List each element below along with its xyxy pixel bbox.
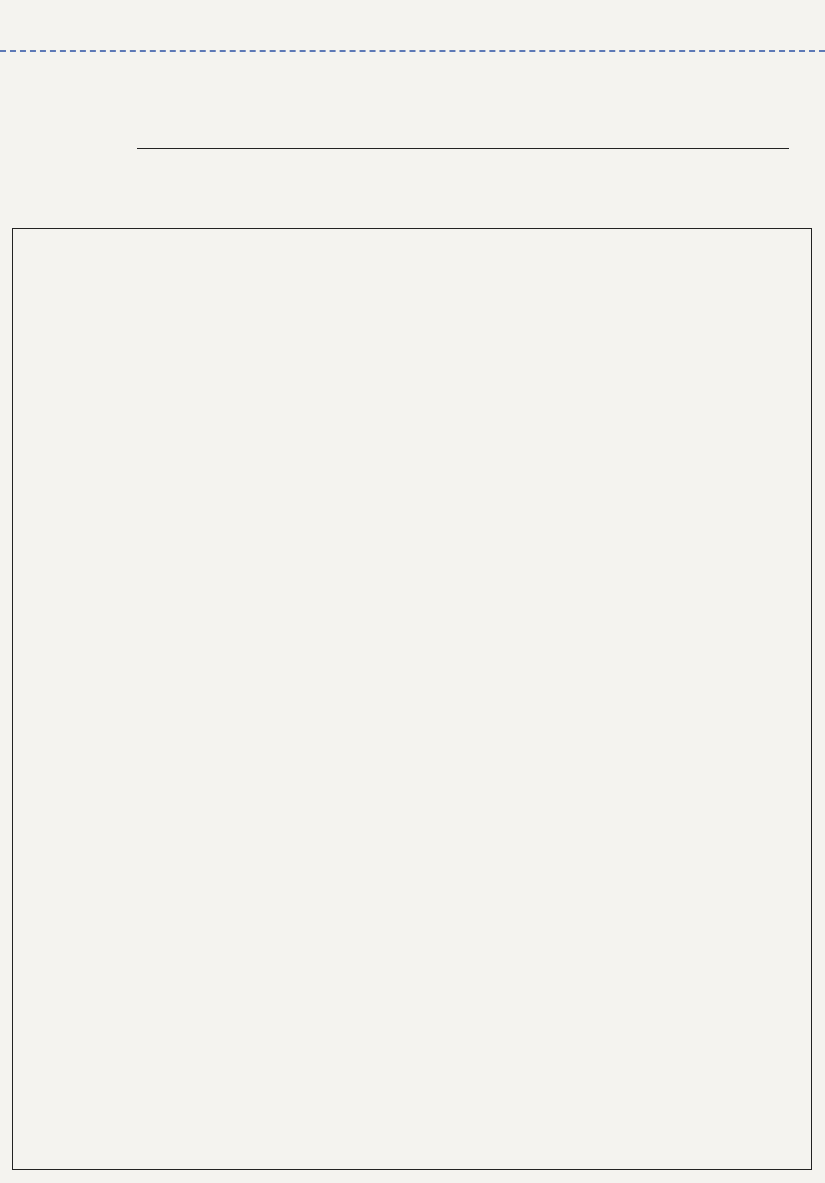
dashed-divider bbox=[0, 50, 825, 52]
questions-table bbox=[12, 228, 812, 1170]
header-rule bbox=[137, 148, 789, 149]
